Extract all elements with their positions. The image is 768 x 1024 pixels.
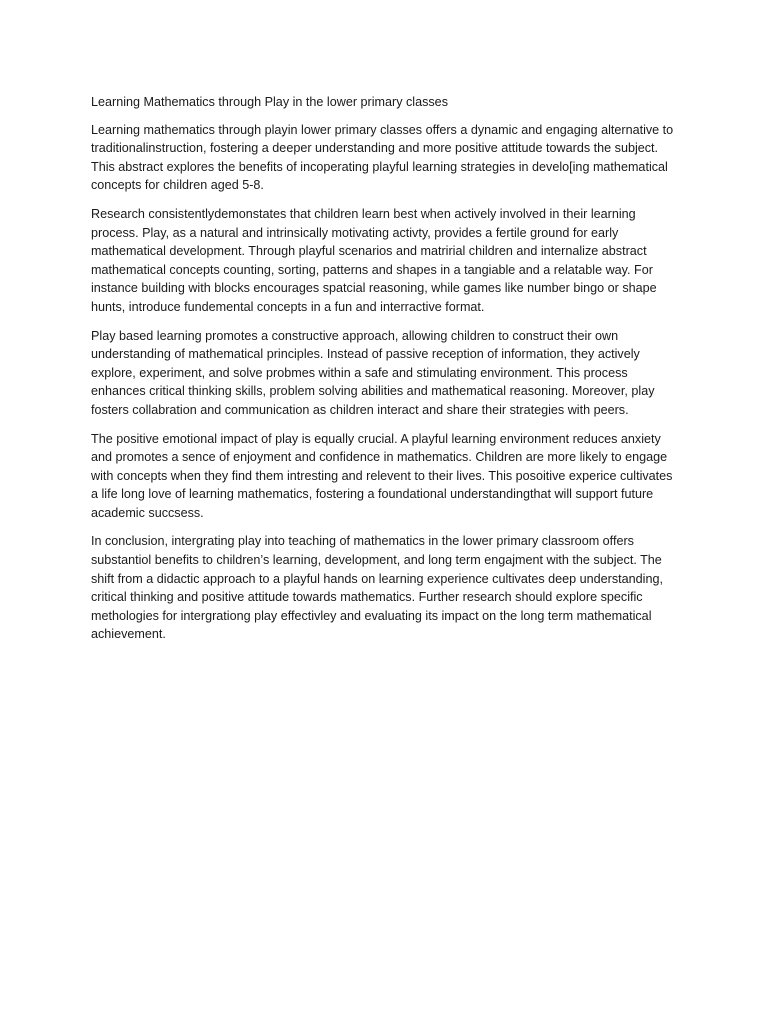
paragraph-emotional-impact: The positive emotional impact of play is equally crucial. A playful learning environment reduces anxiety and promotes a sence of enjoyment and confidence in mathematics. Children are more likely to engage with concepts when they find them intresting and relevent to their lives. This posoitive experice cultivates a life long love of learning mathematics, fostering a foundational understandingthat will support future academic succsess. [91, 431, 673, 520]
document-title: Learning Mathematics through Play in the lower primary classes [91, 95, 448, 109]
paragraph-introduction: Learning mathematics through playin lower primary classes offers a dynamic and engaging alternative to traditionalinstruction, fostering a deeper understanding and more positive attitude towards the subject. This abstract explores the benefits of incoperating playful learning strategies in develo[ing mathematical concepts for children aged 5-8. [91, 122, 674, 193]
paragraph-play-based-learning: Play based learning promotes a constructive approach, allowing children to construct their own understanding of mathematical principles. Instead of passive reception of information, they actively explore, experiment, and solve probmes within a safe and stimulating environment. This process enhances critical thinking skills, problem solving abilities and mathematical reasoning. Moreover, play fosters collabration and communication as children interact and share their strategies with peers. [91, 328, 655, 417]
paragraph-conclusion: In conclusion, intergrating play into teaching of mathematics in the lower primary classroom offers substantiol benefits to children’s learning, development, and long term engajment with the subject. The shift from a didactic approach to a playful hands on learning experience cultivates deep understanding, critical thinking and positive attitude towards mathematics. Further research should explore specific methologies for intergrationg play effectivley and evaluating its impact on the long term mathematical achievement. [91, 534, 663, 642]
paragraph-research: Research consistentlydemonstates that children learn best when actively involved in their learning process. Play, as a natural and intrinsically motivating activty, provides a fertile ground for early mathematical development. Through playful scenarios and matririal children and internalize abstract mathematical concepts counting, sorting, patterns and shapes in a tangiable and a relatable way. For instance building with blocks encourages spatcial reasoning, while games like number bingo or shape hunts, introduce fundemental concepts in a fun and interractive format. [91, 206, 657, 314]
